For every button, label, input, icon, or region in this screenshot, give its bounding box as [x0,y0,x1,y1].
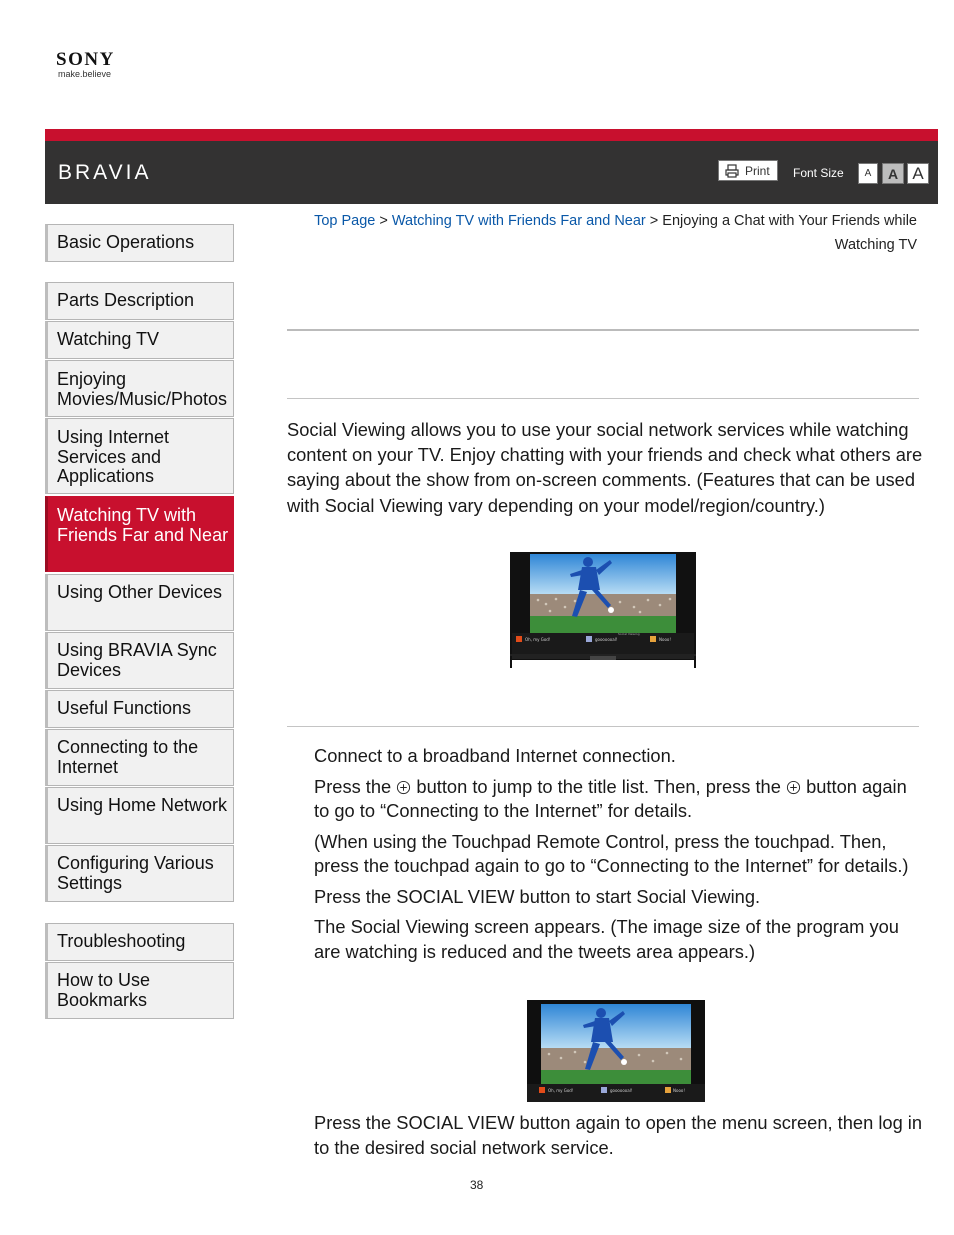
breadcrumb-current: Enjoying a Chat with Your Friends while Watching TV [662,213,917,253]
breadcrumb-watching-friends-link[interactable]: Watching TV with Friends Far and Near [391,213,646,229]
title-divider [287,329,919,331]
sony-tagline: make.believe [58,69,112,79]
svg-text:gooooooal!: gooooooal! [610,1088,633,1093]
sidebar-item-enjoying-movies[interactable]: Enjoying Movies/Music/Photos [45,360,234,417]
printer-icon [725,164,739,178]
intro-paragraph: Social Viewing allows you to use your social network services while watching content on your TV. Enjoy chatting with your friends and check what others are saying about the show from on-screen comments. (Features that can be used with Social Viewing vary depending on your model/region/country.) [287,419,923,516]
print-button[interactable] [718,160,778,181]
svg-text:Nooo!: Nooo! [673,1088,685,1093]
breadcrumb-top-page-link[interactable]: Top Page [314,213,376,229]
sidebar-item-home-network[interactable]: Using Home Network [45,787,234,844]
sidebar-item-connecting-internet[interactable]: Connecting to the Internet [45,729,234,786]
sidebar-item-parts-description[interactable]: Parts Description [45,282,234,320]
page-number: 38 [470,1178,484,1192]
social-viewing-tv-image [510,552,696,668]
sidebar-item-basic-operations[interactable]: Basic Operations [45,224,234,262]
step-4-section [314,1111,924,1160]
sidebar-item-configuring-settings[interactable]: Configuring Various Settings [45,845,234,902]
breadcrumb-separator: > [379,213,388,229]
print-label: Print [745,163,770,178]
breadcrumb [290,209,917,257]
steps-divider [287,726,919,727]
tv-header-text: Social Viewing [618,632,640,636]
enter-button-icon [396,780,411,795]
svg-text:Oh, my God!: Oh, my God! [548,1088,574,1093]
svg-text:Nooo!: Nooo! [659,637,671,642]
breadcrumb-separator: > [649,213,659,229]
social-viewing-screen-image [527,1000,705,1102]
sony-logo: SONY [56,49,115,70]
step-4: Press the SOCIAL VIEW button again to open the menu screen, then log in to the desired social network service. [314,1112,923,1158]
bravia-logo: BRAVIA [58,161,152,184]
sidebar-item-other-devices[interactable]: Using Other Devices [45,574,234,631]
font-size-medium-button[interactable]: A [882,163,904,184]
font-size-large-button[interactable]: A [907,163,929,184]
enter-button-icon [786,780,801,795]
step-3: Press the SOCIAL VIEW button to start Social Viewing. [314,885,761,907]
svg-text:Oh, my God!: Oh, my God! [525,637,551,642]
sidebar-item-troubleshooting[interactable]: Troubleshooting [45,923,234,961]
sidebar-item-watching-with-friends[interactable]: Watching TV with Friends Far and Near [45,496,234,572]
step-3-note: The Social Viewing screen appears. (The image size of the program you are watching is reduced and the tweets area appears.) [314,916,899,962]
header-accent-bar [45,129,938,141]
steps-section [314,744,924,964]
tv-chat-text: gooooooal! [595,637,618,642]
section-divider [287,398,919,399]
sidebar-item-useful-functions[interactable]: Useful Functions [45,690,234,728]
step-2-note: (When using the Touchpad Remote Control, press the touchpad. Then, press the touchpad again to go to “Connecting to the Internet” for details.) [314,830,909,876]
sidebar-item-bravia-sync[interactable]: Using BRAVIA Sync Devices [45,632,234,689]
font-size-small-button[interactable]: A [858,163,878,184]
step-2: Press the button to jump to the title list. Then, press the button again to go to “Connecting to the Internet” for details. [314,775,907,821]
sidebar-item-watching-tv[interactable]: Watching TV [45,321,234,359]
step-1: Connect to a broadband Internet connection. [314,745,676,766]
sidebar-item-bookmarks[interactable]: How to Use Bookmarks [45,962,234,1019]
sidebar-item-internet-services[interactable]: Using Internet Services and Applications [45,418,234,494]
font-size-label: Font Size [793,166,844,180]
